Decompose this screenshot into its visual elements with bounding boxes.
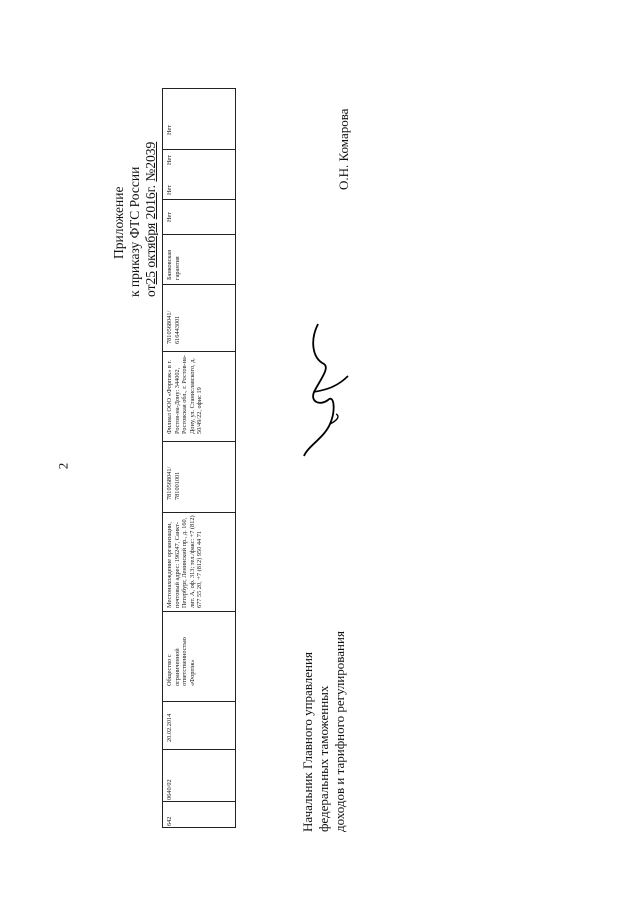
table-divider bbox=[163, 701, 235, 702]
cell-c3: Нет bbox=[166, 154, 173, 165]
order-number: №2039 bbox=[143, 141, 158, 182]
handwritten-signature bbox=[290, 320, 360, 460]
appendix-title: Приложение bbox=[111, 186, 126, 259]
date-g: г. bbox=[143, 184, 158, 193]
page-number: 2 bbox=[55, 462, 71, 470]
cell-branch: Филиал ООО «Форпэк» в г. Ростов-на-Дону: 344002, Ростовская обл., г. Ростов-на-Дону, ул. Станиславского, д. 50/49/22, офис 19 bbox=[166, 355, 204, 434]
table-divider bbox=[163, 199, 235, 200]
table-divider bbox=[163, 749, 235, 750]
table-divider bbox=[163, 801, 235, 802]
cell-org-name: Общество с ограниченной ответственностью «Форпэк» bbox=[166, 637, 196, 686]
cell-num: 642 bbox=[166, 816, 173, 826]
appendix-order: к приказу ФТС России bbox=[127, 166, 142, 297]
cell-c1: Нет bbox=[166, 211, 173, 222]
table-divider bbox=[163, 149, 235, 150]
cell-c4: Нет bbox=[166, 124, 173, 135]
signer-name: О.Н. Комарова bbox=[336, 108, 351, 190]
signature-line-3: доходов и тарифного регулирования bbox=[332, 631, 347, 832]
date-day: 25 bbox=[143, 271, 158, 285]
cell-guarantee: Банковская гарантия bbox=[166, 249, 181, 280]
signature-title bbox=[300, 602, 348, 832]
date-year: 2016 bbox=[143, 192, 158, 220]
cell-c2: Нет bbox=[166, 184, 173, 195]
signature-line-1: Начальник Главного управления bbox=[300, 652, 315, 832]
appendix-date bbox=[143, 89, 159, 319]
cell-address: Местонахождение организации, почтовый адрес: 196247, Санкт-Петербург, Ленинский пр., д. 160, лит. А, оф. 313; тел./факс: +7 (812) 677 55 20, +7 (812) 950 44 71 bbox=[166, 515, 204, 608]
date-prefix: от bbox=[143, 284, 158, 297]
signature-line-2: федеральных таможенных bbox=[316, 685, 331, 832]
cell-reg-number: 0640/02 bbox=[166, 779, 173, 800]
cell-branch-inn-kpp: 7810568041/ 616443001 bbox=[166, 310, 181, 344]
cell-date: 20.02.2014 bbox=[166, 713, 173, 742]
table-divider bbox=[163, 611, 235, 612]
cell-inn-kpp: 7810568041/ 781001001 bbox=[166, 466, 181, 500]
date-month: октября bbox=[143, 222, 158, 268]
appendix-header bbox=[111, 89, 159, 319]
